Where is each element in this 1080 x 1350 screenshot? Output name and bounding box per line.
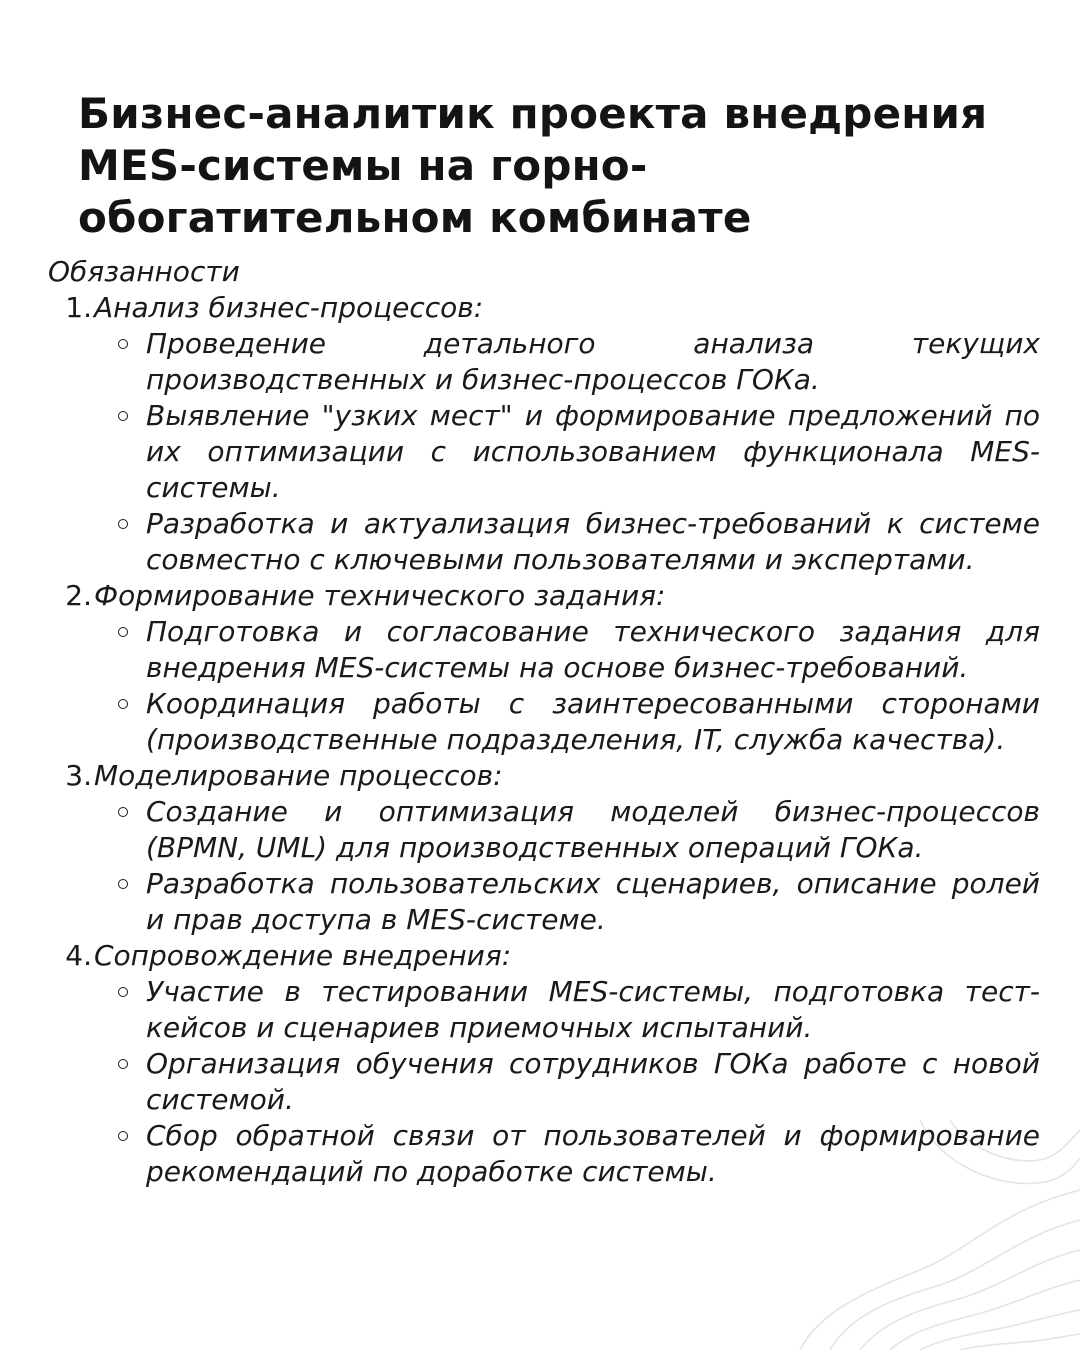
list-item-text: Организация обучения сотрудников ГОКа работе с новой системой.: [146, 1047, 1040, 1116]
list-item: [48, 794, 1040, 866]
list-item: [48, 1046, 1040, 1118]
list-item: [48, 506, 1040, 578]
list-item-text: Подготовка и согласование технического задания для внедрения MES-системы на основе бизнес-требований.: [146, 615, 1040, 684]
section-heading: Обязанности: [48, 255, 240, 288]
circle-bullet-icon: [118, 627, 128, 637]
section-title-row: [48, 578, 1040, 614]
section-items: [48, 614, 1040, 758]
section-title-row: [48, 758, 1040, 794]
list-item-text: Проведение детального анализа текущих производственных и бизнес-процессов ГОКа.: [146, 327, 1040, 396]
list-item: [48, 686, 1040, 758]
list-item: [48, 614, 1040, 686]
section-items: [48, 974, 1040, 1190]
list-item: [48, 974, 1040, 1046]
circle-bullet-icon: [118, 987, 128, 997]
section-4: [48, 938, 1040, 1190]
circle-bullet-icon: [118, 519, 128, 529]
section-items: [48, 794, 1040, 938]
list-item-text: Создание и оптимизация моделей бизнес-процессов (BPMN, UML) для производственных операций ГОКа.: [146, 795, 1040, 864]
responsibilities-list: [48, 290, 1040, 1190]
section-2: [48, 578, 1040, 758]
section-3: [48, 758, 1040, 938]
section-number: 1.: [65, 291, 92, 324]
section-number: 2.: [65, 579, 92, 612]
circle-bullet-icon: [118, 807, 128, 817]
section-title: Формирование технического задания:: [94, 579, 666, 612]
circle-bullet-icon: [118, 1059, 128, 1069]
section-title: Анализ бизнес-процессов:: [94, 291, 484, 324]
list-item-text: Участие в тестировании MES-системы, подготовка тест-кейсов и сценариев приемочных испытаний.: [146, 975, 1040, 1044]
list-item-text: Координация работы с заинтересованными сторонами (производственные подразделения, IT, служба качества).: [146, 687, 1040, 756]
list-item: [48, 1118, 1040, 1190]
list-item: [48, 866, 1040, 938]
section-title: Моделирование процессов:: [94, 759, 503, 792]
list-item-text: Выявление "узких мест" и формирование предложений по их оптимизации с использованием функционала MES-системы.: [146, 399, 1040, 504]
section-title-row: [48, 938, 1040, 974]
responsibilities-block: [48, 254, 1040, 1190]
list-item: [48, 326, 1040, 398]
list-item-text: Сбор обратной связи от пользователей и формирование рекомендаций по доработке системы.: [146, 1119, 1040, 1188]
list-item-text: Разработка пользовательских сценариев, описание ролей и прав доступа в MES-системе.: [146, 867, 1040, 936]
list-item: [48, 398, 1040, 506]
section-title: Сопровождение внедрения:: [94, 939, 512, 972]
circle-bullet-icon: [118, 879, 128, 889]
list-item-text: Разработка и актуализация бизнес-требований к системе совместно с ключевыми пользователями и экспертами.: [146, 507, 1040, 576]
circle-bullet-icon: [118, 339, 128, 349]
section-items: [48, 326, 1040, 578]
section-title-row: [48, 290, 1040, 326]
circle-bullet-icon: [118, 1131, 128, 1141]
section-1: [48, 290, 1040, 578]
section-number: 4.: [65, 939, 92, 972]
page-title: Бизнес-аналитик проекта внедрения MES-системы на горно-обогатительном комбинате: [78, 89, 988, 242]
circle-bullet-icon: [118, 411, 128, 421]
circle-bullet-icon: [118, 699, 128, 709]
section-number: 3.: [65, 759, 92, 792]
